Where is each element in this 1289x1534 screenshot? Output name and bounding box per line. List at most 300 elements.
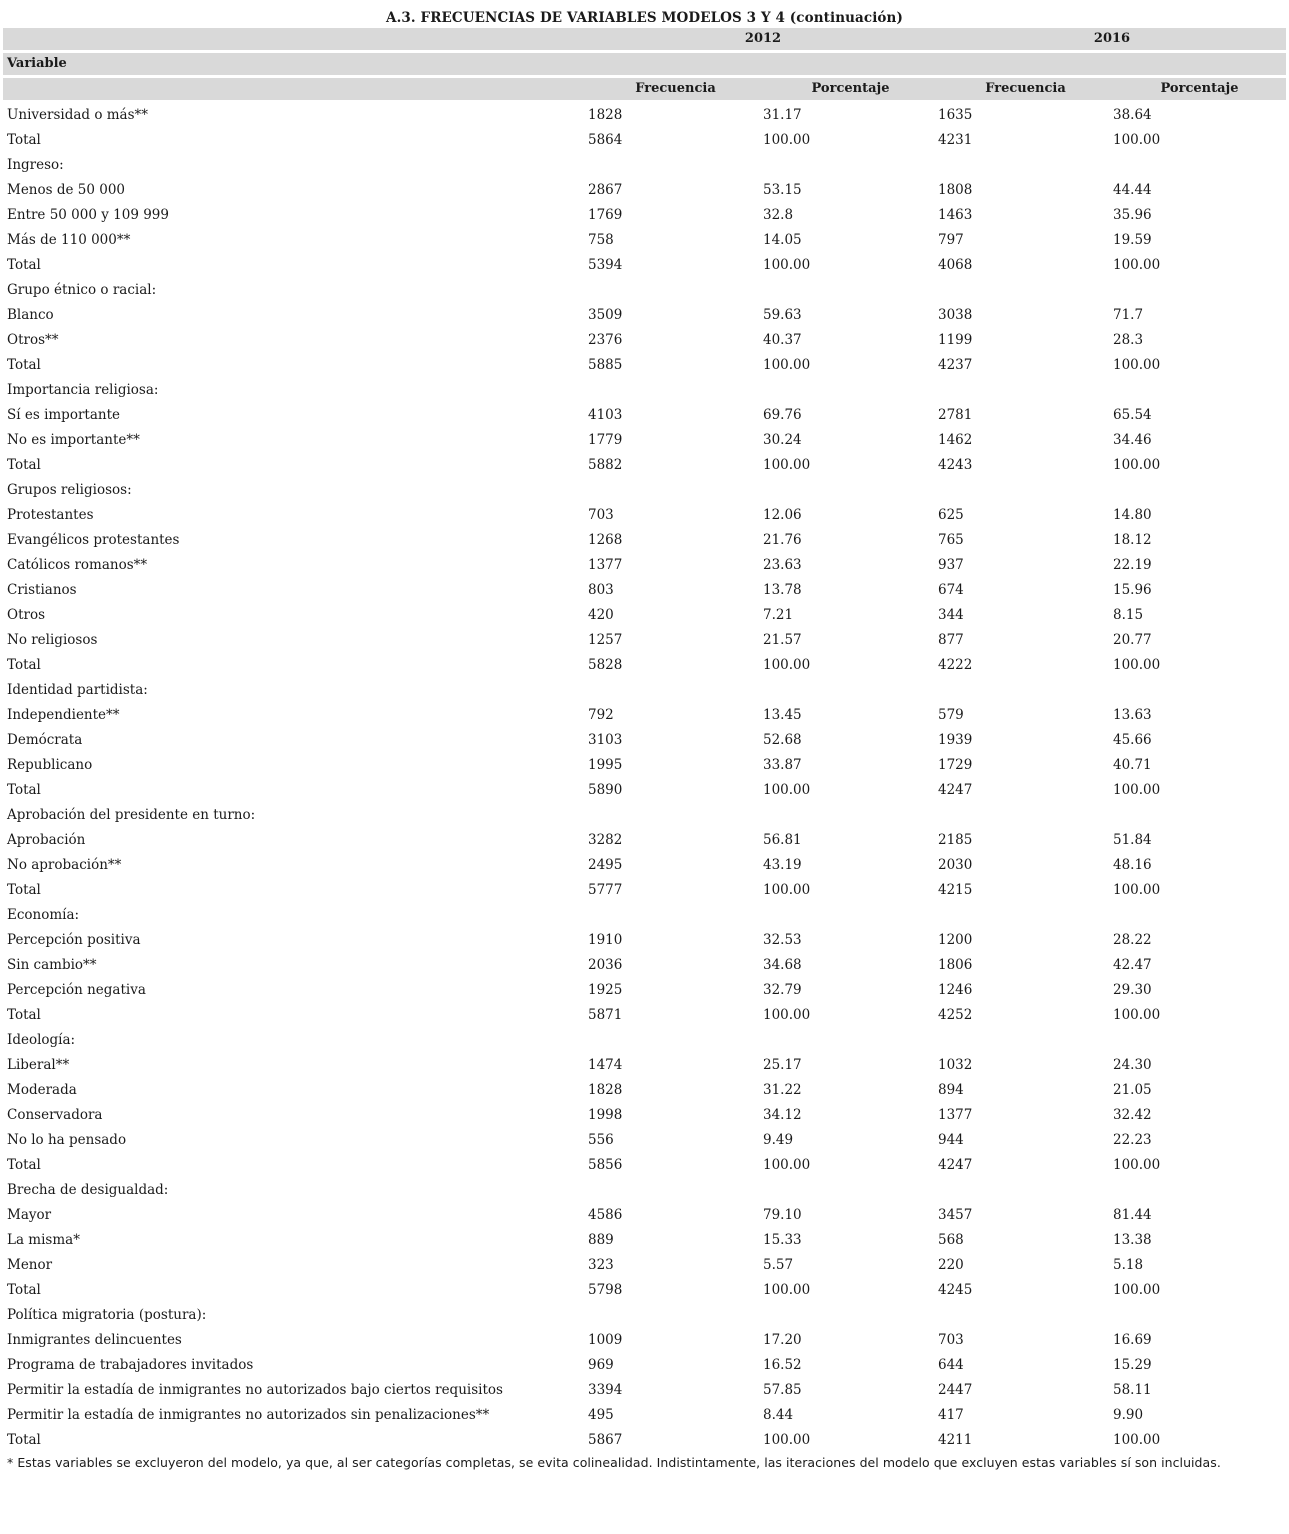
- frecuencia-2012-cell: 5890: [588, 782, 623, 798]
- variable-cell: Mayor: [7, 1207, 52, 1223]
- porcentaje-2012-cell: 23.63: [763, 557, 802, 573]
- table-row: [3, 978, 1286, 1003]
- variable-cell: Blanco: [7, 307, 54, 323]
- table-row: [3, 378, 1286, 403]
- porcentaje-2016-cell: 100.00: [1113, 1432, 1161, 1448]
- frecuencia-2016-cell: 937: [938, 557, 964, 573]
- variable-cell: Entre 50 000 y 109 999: [7, 207, 169, 223]
- variable-cell: Grupo étnico o racial:: [7, 282, 157, 298]
- variable-cell: Percepción negativa: [7, 982, 146, 998]
- porcentaje-2012-cell: [763, 153, 938, 178]
- frecuencia-2016-cell: 417: [938, 1407, 964, 1423]
- variable-cell: Total: [7, 132, 41, 148]
- frecuencia-2016-cell: 4211: [938, 1432, 973, 1448]
- variable-cell: Identidad partidista:: [7, 682, 148, 698]
- variable-cell: Total: [7, 457, 41, 473]
- porcentaje-2016-cell: [1113, 1178, 1286, 1203]
- variable-cell: Menor: [7, 1257, 53, 1273]
- frecuencia-2012-cell: 1009: [588, 1332, 623, 1348]
- frecuencia-2016-cell: 1199: [938, 332, 973, 348]
- porcentaje-2012-cell: [763, 903, 938, 928]
- porcentaje-2012-cell: 100.00: [763, 657, 811, 673]
- table-row: [3, 203, 1286, 228]
- frecuencia-2016-cell: 1729: [938, 757, 973, 773]
- porcentaje-2012-cell: 7.21: [763, 607, 794, 623]
- frecuencia-2016-cell: [938, 803, 1113, 828]
- frecuencia-2016-cell: [938, 903, 1113, 928]
- document-page: [3, 8, 1286, 1473]
- table-row: [3, 528, 1286, 553]
- porcentaje-2012-cell: 32.8: [763, 207, 794, 223]
- porcentaje-2016-cell: 100.00: [1113, 782, 1161, 798]
- table-row: [3, 1178, 1286, 1203]
- porcentaje-2016-cell: 21.05: [1113, 1082, 1152, 1098]
- table-row: [3, 628, 1286, 653]
- frecuencia-2012-cell: [588, 1028, 763, 1053]
- variable-cell: Total: [7, 257, 41, 273]
- frecuencia-2012-cell: 323: [588, 1257, 614, 1273]
- porcentaje-2016-cell: 5.18: [1113, 1257, 1144, 1273]
- frecuencia-2012-cell: [588, 278, 763, 303]
- porcentaje-2016-cell: 29.30: [1113, 982, 1152, 998]
- porcentaje-2012-cell: 12.06: [763, 507, 802, 523]
- porcentaje-2016-cell: 28.22: [1113, 932, 1152, 948]
- table-row: [3, 878, 1286, 903]
- table-row: [3, 1253, 1286, 1278]
- table-row: [3, 1278, 1286, 1303]
- col-header-porcentaje-2012: Porcentaje: [763, 78, 938, 103]
- porcentaje-2012-cell: 100.00: [763, 257, 811, 273]
- variable-cell: La misma*: [7, 1232, 80, 1248]
- frecuencia-2016-cell: [938, 1178, 1113, 1203]
- table-row: [3, 503, 1286, 528]
- frecuencia-2016-cell: 3038: [938, 307, 973, 323]
- porcentaje-2016-cell: 100.00: [1113, 132, 1161, 148]
- table-row: [3, 253, 1286, 278]
- table-row: [3, 153, 1286, 178]
- porcentaje-2016-cell: 32.42: [1113, 1107, 1152, 1123]
- porcentaje-2016-cell: [1113, 903, 1286, 928]
- frecuencia-2016-cell: 4247: [938, 782, 973, 798]
- variable-cell: Total: [7, 1282, 41, 1298]
- frecuencia-2016-cell: [938, 1303, 1113, 1328]
- porcentaje-2016-cell: 38.64: [1113, 107, 1152, 123]
- subcolumn-header-blank: [3, 78, 588, 103]
- variable-cell: Política migratoria (postura):: [7, 1307, 207, 1323]
- porcentaje-2016-cell: [1113, 153, 1286, 178]
- variable-cell: Total: [7, 357, 41, 373]
- table-row: [3, 728, 1286, 753]
- porcentaje-2016-cell: 9.90: [1113, 1407, 1144, 1423]
- variable-cell: No religiosos: [7, 632, 98, 648]
- porcentaje-2012-cell: 79.10: [763, 1207, 802, 1223]
- frecuencia-2016-cell: 1463: [938, 207, 973, 223]
- variable-cell: Sin cambio**: [7, 957, 97, 973]
- table-row: [3, 1403, 1286, 1428]
- frecuencia-2012-cell: 420: [588, 607, 614, 623]
- variable-cell: Demócrata: [7, 732, 83, 748]
- table-body: [3, 103, 1286, 1453]
- table-title: A.3. FRECUENCIAS DE VARIABLES MODELOS 3 Y 4 (continuación): [386, 10, 903, 26]
- porcentaje-2016-cell: 71.7: [1113, 307, 1144, 323]
- col-header-porcentaje-2016: Porcentaje: [1113, 78, 1286, 103]
- porcentaje-2016-cell: 51.84: [1113, 832, 1152, 848]
- variable-cell: Otros: [7, 607, 46, 623]
- frecuencia-2012-cell: 5871: [588, 1007, 623, 1023]
- table-row: [3, 703, 1286, 728]
- frecuencia-2012-cell: 3509: [588, 307, 623, 323]
- frecuencia-2012-cell: [588, 803, 763, 828]
- variable-cell: Permitir la estadía de inmigrantes no autorizados bajo ciertos requisitos: [7, 1382, 503, 1398]
- porcentaje-2012-cell: 100.00: [763, 782, 811, 798]
- frecuencia-2016-cell: 2185: [938, 832, 973, 848]
- frecuencia-2012-cell: 5828: [588, 657, 623, 673]
- frecuencia-2012-cell: 3103: [588, 732, 623, 748]
- porcentaje-2012-cell: 30.24: [763, 432, 802, 448]
- porcentaje-2016-cell: 100.00: [1113, 1157, 1161, 1173]
- frequency-table: [3, 28, 1286, 1453]
- frecuencia-2016-cell: 568: [938, 1232, 964, 1248]
- porcentaje-2012-cell: 100.00: [763, 457, 811, 473]
- porcentaje-2012-cell: 40.37: [763, 332, 802, 348]
- frecuencia-2016-cell: 4252: [938, 1007, 973, 1023]
- porcentaje-2012-cell: 59.63: [763, 307, 802, 323]
- frecuencia-2012-cell: 5864: [588, 132, 623, 148]
- table-row: [3, 953, 1286, 978]
- table-row: [3, 303, 1286, 328]
- porcentaje-2016-cell: 28.3: [1113, 332, 1144, 348]
- porcentaje-2016-cell: 20.77: [1113, 632, 1152, 648]
- porcentaje-2016-cell: 16.69: [1113, 1332, 1152, 1348]
- variable-cell: Más de 110 000**: [7, 232, 131, 248]
- variable-cell: Total: [7, 1007, 41, 1023]
- variable-cell: Independiente**: [7, 707, 120, 723]
- porcentaje-2012-cell: 31.22: [763, 1082, 802, 1098]
- frecuencia-2016-cell: 2447: [938, 1382, 973, 1398]
- porcentaje-2012-cell: 25.17: [763, 1057, 802, 1073]
- year-header-2012: 2012: [588, 28, 938, 53]
- variable-cell: Moderada: [7, 1082, 77, 1098]
- variable-cell: Sí es importante: [7, 407, 120, 423]
- table-row: [3, 228, 1286, 253]
- frecuencia-2012-cell: 1779: [588, 432, 623, 448]
- table-row: [3, 403, 1286, 428]
- frecuencia-2012-cell: 1828: [588, 1082, 623, 1098]
- variable-cell: Percepción positiva: [7, 932, 141, 948]
- frecuencia-2012-cell: 5856: [588, 1157, 623, 1173]
- porcentaje-2012-cell: 13.45: [763, 707, 802, 723]
- frecuencia-2016-cell: 579: [938, 707, 964, 723]
- variable-cell: Total: [7, 1157, 41, 1173]
- variable-cell: Conservadora: [7, 1107, 103, 1123]
- variable-header: Variable: [3, 53, 1286, 78]
- porcentaje-2012-cell: [763, 1028, 938, 1053]
- porcentaje-2016-cell: 15.29: [1113, 1357, 1152, 1373]
- porcentaje-2012-cell: 43.19: [763, 857, 802, 873]
- porcentaje-2012-cell: 56.81: [763, 832, 802, 848]
- frecuencia-2016-cell: 625: [938, 507, 964, 523]
- frecuencia-2016-cell: 4245: [938, 1282, 973, 1298]
- frecuencia-2016-cell: 220: [938, 1257, 964, 1273]
- frecuencia-2016-cell: [938, 278, 1113, 303]
- porcentaje-2012-cell: [763, 678, 938, 703]
- porcentaje-2016-cell: 40.71: [1113, 757, 1152, 773]
- table-row: [3, 1378, 1286, 1403]
- frecuencia-2016-cell: 1806: [938, 957, 973, 973]
- porcentaje-2012-cell: 100.00: [763, 882, 811, 898]
- variable-cell: No lo ha pensado: [7, 1132, 127, 1148]
- frecuencia-2012-cell: 969: [588, 1357, 614, 1373]
- porcentaje-2012-cell: 8.44: [763, 1407, 794, 1423]
- porcentaje-2012-cell: 15.33: [763, 1232, 802, 1248]
- variable-cell: Total: [7, 782, 41, 798]
- porcentaje-2012-cell: 57.85: [763, 1382, 802, 1398]
- frecuencia-2016-cell: 894: [938, 1082, 964, 1098]
- frecuencia-2012-cell: [588, 1303, 763, 1328]
- porcentaje-2012-cell: 100.00: [763, 1157, 811, 1173]
- frecuencia-2016-cell: 4215: [938, 882, 973, 898]
- porcentaje-2016-cell: 81.44: [1113, 1207, 1152, 1223]
- porcentaje-2016-cell: 24.30: [1113, 1057, 1152, 1073]
- frecuencia-2016-cell: [938, 1028, 1113, 1053]
- variable-cell: Evangélicos protestantes: [7, 532, 180, 548]
- table-row: [3, 1328, 1286, 1353]
- frecuencia-2012-cell: 4586: [588, 1207, 623, 1223]
- porcentaje-2016-cell: 100.00: [1113, 357, 1161, 373]
- porcentaje-2012-cell: 69.76: [763, 407, 802, 423]
- porcentaje-2016-cell: [1113, 278, 1286, 303]
- variable-cell: Programa de trabajadores invitados: [7, 1357, 254, 1373]
- col-header-frecuencia-2012: Frecuencia: [588, 78, 763, 103]
- variable-cell: Otros**: [7, 332, 59, 348]
- frecuencia-2012-cell: [588, 1178, 763, 1203]
- porcentaje-2012-cell: 9.49: [763, 1132, 794, 1148]
- porcentaje-2016-cell: 100.00: [1113, 257, 1161, 273]
- table-row: [3, 103, 1286, 128]
- subcolumn-header-row: [3, 78, 1286, 103]
- frecuencia-2016-cell: 1200: [938, 932, 973, 948]
- porcentaje-2012-cell: 33.87: [763, 757, 802, 773]
- porcentaje-2012-cell: 34.68: [763, 957, 802, 973]
- porcentaje-2012-cell: 5.57: [763, 1257, 794, 1273]
- frecuencia-2012-cell: 5882: [588, 457, 623, 473]
- porcentaje-2016-cell: 100.00: [1113, 882, 1161, 898]
- frecuencia-2016-cell: 1377: [938, 1107, 973, 1123]
- frecuencia-2012-cell: 5777: [588, 882, 623, 898]
- frecuencia-2012-cell: 2036: [588, 957, 623, 973]
- porcentaje-2016-cell: 45.66: [1113, 732, 1152, 748]
- variable-cell: Permitir la estadía de inmigrantes no autorizados sin penalizaciones**: [7, 1407, 490, 1423]
- table-row: [3, 1028, 1286, 1053]
- porcentaje-2016-cell: 100.00: [1113, 457, 1161, 473]
- variable-cell: Grupos religiosos:: [7, 482, 132, 498]
- porcentaje-2016-cell: 19.59: [1113, 232, 1152, 248]
- porcentaje-2012-cell: [763, 278, 938, 303]
- porcentaje-2012-cell: 17.20: [763, 1332, 802, 1348]
- frecuencia-2016-cell: 4068: [938, 257, 973, 273]
- frecuencia-2016-cell: 1462: [938, 432, 973, 448]
- frecuencia-2016-cell: [938, 153, 1113, 178]
- porcentaje-2016-cell: 58.11: [1113, 1382, 1152, 1398]
- frecuencia-2016-cell: [938, 378, 1113, 403]
- table-row: [3, 178, 1286, 203]
- frecuencia-2012-cell: 1828: [588, 107, 623, 123]
- porcentaje-2012-cell: 21.57: [763, 632, 802, 648]
- porcentaje-2012-cell: 100.00: [763, 1007, 811, 1023]
- footnote: * Estas variables se excluyeron del modelo, ya que, al ser categorías completas, se evita colinealidad. Indistintamente, las iteraciones del modelo que excluyen estas variables sí son incluidas.: [7, 1455, 1221, 1470]
- porcentaje-2016-cell: [1113, 803, 1286, 828]
- frecuencia-2016-cell: 4231: [938, 132, 973, 148]
- frecuencia-2012-cell: 1474: [588, 1057, 623, 1073]
- frecuencia-2012-cell: 2376: [588, 332, 623, 348]
- variable-cell: Brecha de desigualdad:: [7, 1182, 169, 1198]
- porcentaje-2016-cell: 13.63: [1113, 707, 1152, 723]
- frecuencia-2012-cell: 2867: [588, 182, 623, 198]
- porcentaje-2016-cell: 18.12: [1113, 532, 1152, 548]
- frecuencia-2016-cell: 2030: [938, 857, 973, 873]
- variable-cell: Menos de 50 000: [7, 182, 126, 198]
- porcentaje-2016-cell: 14.80: [1113, 507, 1152, 523]
- porcentaje-2016-cell: 13.38: [1113, 1232, 1152, 1248]
- frecuencia-2012-cell: 5885: [588, 357, 623, 373]
- frecuencia-2012-cell: 3282: [588, 832, 623, 848]
- porcentaje-2012-cell: 16.52: [763, 1357, 802, 1373]
- frecuencia-2016-cell: 4243: [938, 457, 973, 473]
- variable-cell: Economía:: [7, 907, 80, 923]
- variable-header-row: [3, 53, 1286, 78]
- frecuencia-2016-cell: 344: [938, 607, 964, 623]
- frecuencia-2016-cell: 4222: [938, 657, 973, 673]
- porcentaje-2012-cell: 14.05: [763, 232, 802, 248]
- table-row: [3, 1078, 1286, 1103]
- table-row: [3, 478, 1286, 503]
- frecuencia-2012-cell: [588, 378, 763, 403]
- porcentaje-2016-cell: 22.19: [1113, 557, 1152, 573]
- table-row: [3, 278, 1286, 303]
- porcentaje-2016-cell: [1113, 378, 1286, 403]
- porcentaje-2016-cell: [1113, 478, 1286, 503]
- porcentaje-2016-cell: 42.47: [1113, 957, 1152, 973]
- frecuencia-2012-cell: 2495: [588, 857, 623, 873]
- table-row: [3, 1103, 1286, 1128]
- table-row: [3, 128, 1286, 153]
- frecuencia-2016-cell: 703: [938, 1332, 964, 1348]
- frecuencia-2016-cell: 4237: [938, 357, 973, 373]
- table-row: [3, 553, 1286, 578]
- table-row: [3, 1303, 1286, 1328]
- table-row: [3, 603, 1286, 628]
- frecuencia-2012-cell: 556: [588, 1132, 614, 1148]
- table-row: [3, 778, 1286, 803]
- table-row: [3, 1153, 1286, 1178]
- variable-cell: Total: [7, 882, 41, 898]
- frecuencia-2012-cell: 5867: [588, 1432, 623, 1448]
- frecuencia-2012-cell: 1910: [588, 932, 623, 948]
- frecuencia-2016-cell: 2781: [938, 407, 973, 423]
- frecuencia-2016-cell: [938, 678, 1113, 703]
- frecuencia-2016-cell: 674: [938, 582, 964, 598]
- porcentaje-2016-cell: 8.15: [1113, 607, 1144, 623]
- frecuencia-2016-cell: 3457: [938, 1207, 973, 1223]
- frecuencia-2012-cell: 1925: [588, 982, 623, 998]
- porcentaje-2012-cell: 100.00: [763, 132, 811, 148]
- frecuencia-2012-cell: [588, 903, 763, 928]
- porcentaje-2012-cell: [763, 1303, 938, 1328]
- porcentaje-2012-cell: 53.15: [763, 182, 802, 198]
- table-row: [3, 1428, 1286, 1453]
- table-row: [3, 328, 1286, 353]
- table-row: [3, 928, 1286, 953]
- table-row: [3, 853, 1286, 878]
- frecuencia-2012-cell: 758: [588, 232, 614, 248]
- frecuencia-2016-cell: 765: [938, 532, 964, 548]
- porcentaje-2012-cell: 100.00: [763, 1432, 811, 1448]
- table-row: [3, 1228, 1286, 1253]
- porcentaje-2016-cell: 35.96: [1113, 207, 1152, 223]
- porcentaje-2012-cell: 100.00: [763, 357, 811, 373]
- table-row: [3, 828, 1286, 853]
- variable-cell: Aprobación: [7, 832, 86, 848]
- porcentaje-2012-cell: 52.68: [763, 732, 802, 748]
- porcentaje-2016-cell: 100.00: [1113, 1282, 1161, 1298]
- porcentaje-2016-cell: 22.23: [1113, 1132, 1152, 1148]
- porcentaje-2016-cell: 34.46: [1113, 432, 1152, 448]
- frecuencia-2012-cell: 4103: [588, 407, 623, 423]
- porcentaje-2012-cell: 32.79: [763, 982, 802, 998]
- year-header-row: [3, 28, 1286, 53]
- frecuencia-2016-cell: 1808: [938, 182, 973, 198]
- variable-cell: Protestantes: [7, 507, 94, 523]
- variable-cell: Ingreso:: [7, 157, 64, 173]
- frecuencia-2012-cell: [588, 153, 763, 178]
- variable-cell: Ideología:: [7, 1032, 76, 1048]
- porcentaje-2016-cell: [1113, 678, 1286, 703]
- frecuencia-2016-cell: 877: [938, 632, 964, 648]
- porcentaje-2016-cell: 100.00: [1113, 1007, 1161, 1023]
- table-row: [3, 753, 1286, 778]
- table-row: [3, 428, 1286, 453]
- variable-cell: Liberal**: [7, 1057, 70, 1073]
- frecuencia-2016-cell: 1246: [938, 982, 973, 998]
- frecuencia-2012-cell: 792: [588, 707, 614, 723]
- variable-cell: Republicano: [7, 757, 93, 773]
- frecuencia-2016-cell: 644: [938, 1357, 964, 1373]
- frecuencia-2012-cell: 803: [588, 582, 614, 598]
- frecuencia-2012-cell: 1377: [588, 557, 623, 573]
- porcentaje-2016-cell: 15.96: [1113, 582, 1152, 598]
- table-row: [3, 578, 1286, 603]
- porcentaje-2016-cell: [1113, 1303, 1286, 1328]
- variable-cell: Aprobación del presidente en turno:: [7, 807, 256, 823]
- porcentaje-2012-cell: 34.12: [763, 1107, 802, 1123]
- table-row: [3, 903, 1286, 928]
- frecuencia-2012-cell: 1995: [588, 757, 623, 773]
- frecuencia-2012-cell: 5394: [588, 257, 623, 273]
- table-row: [3, 1128, 1286, 1153]
- table-row: [3, 1353, 1286, 1378]
- porcentaje-2016-cell: 48.16: [1113, 857, 1152, 873]
- frecuencia-2016-cell: [938, 478, 1113, 503]
- frecuencia-2016-cell: 1032: [938, 1057, 973, 1073]
- frecuencia-2016-cell: 1939: [938, 732, 973, 748]
- frecuencia-2012-cell: 1998: [588, 1107, 623, 1123]
- porcentaje-2012-cell: 100.00: [763, 1282, 811, 1298]
- porcentaje-2012-cell: [763, 478, 938, 503]
- year-header-2016: 2016: [938, 28, 1286, 53]
- frecuencia-2012-cell: 1257: [588, 632, 623, 648]
- porcentaje-2016-cell: 44.44: [1113, 182, 1152, 198]
- table-row: [3, 653, 1286, 678]
